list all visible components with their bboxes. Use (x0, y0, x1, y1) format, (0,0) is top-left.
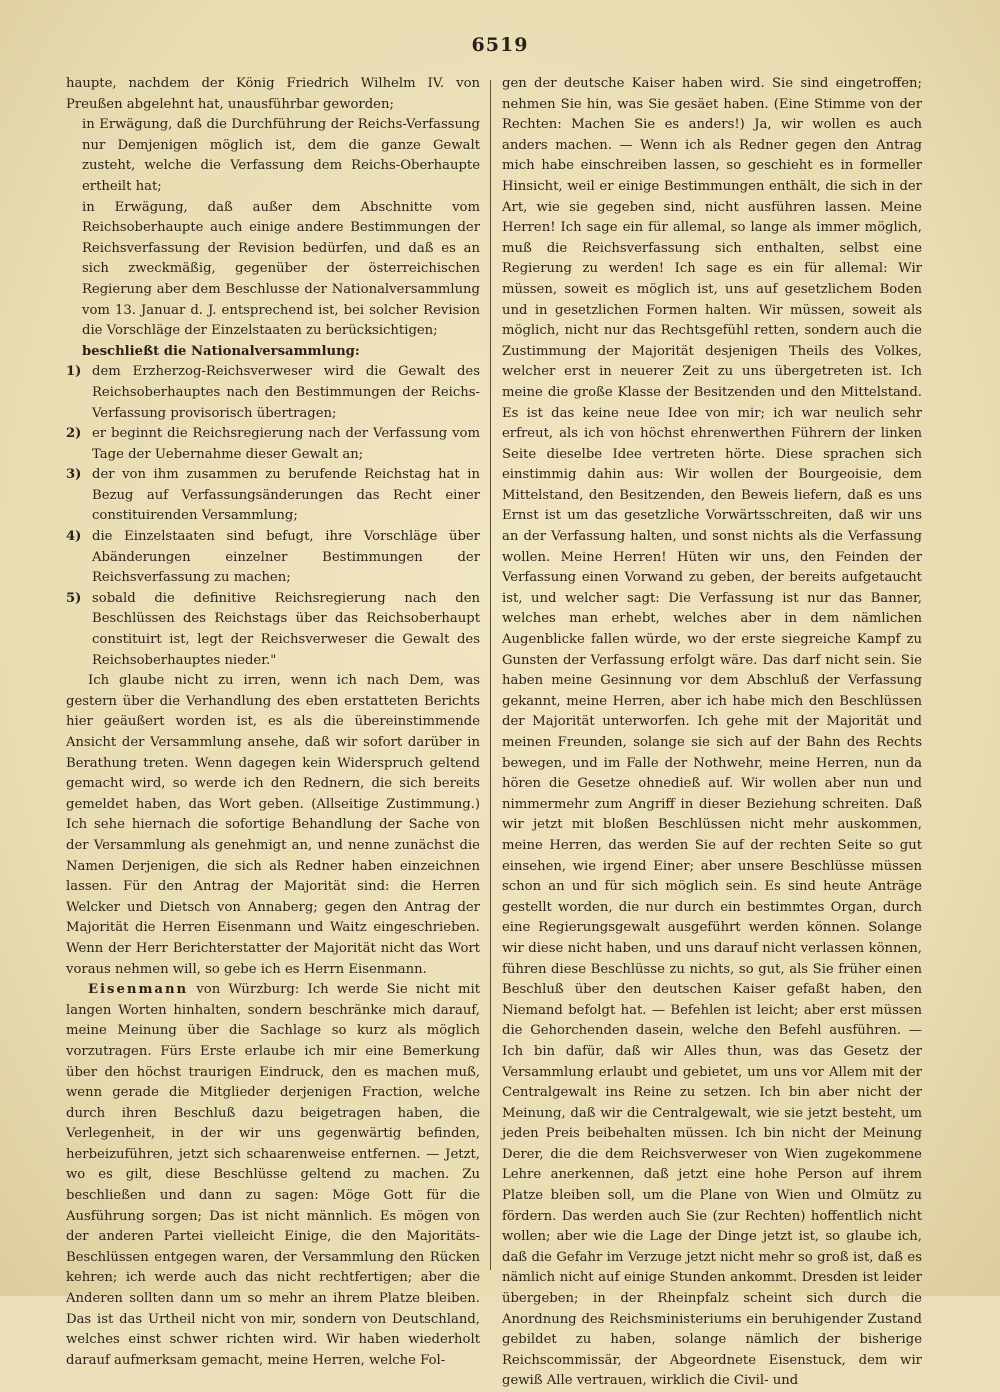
enum-item-4 (66, 527, 480, 589)
enum-text: die Einzelstaaten sind befugt, ihre Vorschläge über Abänderungen einzelner Bestimmungen der Reichsverfassung zu machen; (92, 529, 480, 586)
enum-text: er beginnt die Reichsregierung nach der Verfassung vom Tage der Uebernahme dieser Gewalt an; (92, 426, 480, 462)
enum-number: 5) (66, 590, 82, 606)
left-column (66, 74, 480, 1368)
speaker-name: Eisenmann (88, 982, 189, 998)
enum-number: 2) (66, 426, 82, 442)
enum-item-1 (66, 362, 480, 424)
speech-text: Ich werde Sie nicht mit langen Worten hinhalten, sondern beschränke mich darauf, meine Meinung über die Sachlage so kurz als möglich vorzutragen. Fürs Erste erlaube ich mir eine Bemerkung über den höchst traurigen Eindruck, den es machen muß, wenn gerade die Mitglieder derjenigen Fraction, welche durch ihren Beschluß dazu beigetragen haben, die Verlegenheit, in der wir uns gegenwärtig befinden, herbeizuführen, jetzt sich schaarenweise entfernen. — Jetzt, wo es gilt, diese Beschlüsse geltend zu machen. Zu beschließen und dann zu sagen: Möge Gott für die Ausführung sorgen; Das ist nicht männlich. Es mögen von der anderen Partei vielleicht Einige, die den Majoritäts-Beschlüssen entgegen waren, der Versammlung den Rücken kehren; ich werde auch das nicht rechtfertigen; aber die Anderen sollten dann um so mehr an ihrem Platze bleiben. Das ist das Urtheil nicht von mir, sondern von Deutschland, welches einst schwer richten wird. Wir haben wiederholt darauf aufmerksam gemacht, meine Herren, welche Fol- (66, 982, 480, 1368)
enum-text: dem Erzherzog-Reichsverweser wird die Gewalt des Reichsoberhauptes nach den Bestimmungen der Reichs-Verfassung provisorisch übertragen; (92, 364, 480, 421)
enum-item-3 (66, 465, 480, 527)
left-para-3: in Erwägung, daß außer dem Abschnitte vom Reichsoberhaupte auch einige andere Bestimmungen der Reichsverfassung der Revision bedürfen, und daß es an sich zweckmäßig, gegenüber der österreichischen Regierung aber dem Beschlusse der Nationalversammlung vom 13. Januar d. J. entsprechend ist, bei solcher Revision die Vorschläge der Einzelstaaten zu berücksichtigen; (82, 199, 480, 339)
left-para-2: in Erwägung, daß die Durchführung der Reichs-Verfassung nur Demjenigen möglich ist, dem die ganze Gewalt zusteht, welche die Verfassung dem Reichs-Oberhaupte ertheilt hat; (82, 117, 480, 194)
left-para-1: haupte, nachdem der König Friedrich Wilhelm IV. von Preußen abgelehnt hat, unausführbar geworden; (66, 76, 480, 112)
enum-number: 1) (66, 364, 82, 380)
left-para-speech (66, 980, 480, 1371)
right-para-speech: gen der deutsche Kaiser haben wird. Sie sind eingetroffen; nehmen Sie hin, was Sie gesäet haben. (Eine Stimme von der Rechten: Machen Sie es anders!) Ja, wir wollen es auch anders machen. — Wenn ich als Redner gegen den Antrag mich habe einschreiben lassen, so geschieht es in formeller Hinsicht, weil er einige Bestimmungen enthält, die sich in der Art, wie sie gegeben sind, nicht ausführen lassen. Meine Herren! Ich sage ein für allemal, so lange als immer möglich, muß die Reichsverfassung sich enthalten, selbst eine Regierung zu werden! Ich sage es ein für allemal: Wir müssen, soweit es möglich ist, uns auf gesetzlichem Boden und in gesetzlichen Formen halten. Wir müssen, soweit als möglich, nicht nur das Rechtsgefühl retten, sondern auch die Zustimmung der Majorität desjenigen Theils des Volkes, welcher erst in neuerer Zeit zu uns übergetreten ist. Ich meine die große Klasse der Besitzenden und den Mittelstand. Es ist das keine neue Idee von mir; ich war neulich sehr erfreut, als ich von höchst ehrenwerthen Führern der linken Seite dieselbe Idee vertreten hörte. Diese sprachen sich einstimmig dahin aus: Wir wollen der Bourgeoisie, dem Mittelstand, den Besitzenden, den Beweis liefern, daß es uns Ernst ist um das gesetzliche Vorwärtsschreiten, daß wir uns an der Verfassung halten, und sonst nichts als die Verfassung wollen. Meine Herren! Hüten wir uns, den Feinden der Verfassung einen Vorwand zu geben, der bereits aufgetaucht ist, und welcher sagt: Die Verfassung ist nur das Banner, welches man erhebt, welches aber in dem nämlichen Augenblicke fallen würde, wo der erste siegreiche Kampf zu Gunsten der Verfassung erfolgt wäre. Das darf nicht sein. Sie haben meine Gesinnung vor dem Abschluß der Verfassung gekannt, meine Herren, aber ich habe mich den Beschlüssen der Majorität unterworfen. Ich gehe mit der Majorität und meinen Freunden, solange sie sich auf der Bahn des Rechts bewegen, und im Falle der Nothwehr, meine Herren, nun da hören die Gesetze ohnedieß auf. Wir wollen aber nun und nimmermehr zum Angriff in dieser Beziehung schreiten. Daß wir jetzt mit bloßen Beschlüssen nicht mehr auskommen, meine Herren, das werden Sie auf der rechten Seite so gut einsehen, wie irgend Einer; aber unsere Beschlüsse müssen schon an und für sich möglich sein. Es sind heute Anträge gestellt worden, die nur durch ein bestimmtes Organ, durch eine Regierungsgewalt ausgeführt werden können. Solange wir diese nicht haben, und uns darauf nicht verlassen können, führen diese Beschlüsse zu nichts, so gut, als Sie früher einen Beschluß über den deutschen Kaiser gefaßt haben, den Niemand befolgt hat. — Befehlen ist leicht; aber erst müssen die Gehorchenden dasein, welche den Befehl ausführen. — Ich bin dafür, daß wir Alles thun, was das Gesetz der Versammlung erlaubt und gebietet, um uns vor Allem mit der Centralgewalt ins Reine zu setzen. Ich bin aber nicht der Meinung, daß wir die Centralgewalt, wie sie jetzt besteht, um jeden Preis beibehalten müssen. Ich bin nicht der Meinung Derer, die die dem Reichsverweser von Wien zugekommene Lehre anerkennen, daß jetzt eine hohe Person auf ihrem Platze bleiben soll, um die Plane von Wien und Olmütz zu fördern. Das werden auch Sie (zur Rechten) hoffentlich nicht wollen; aber wie die Lage der Dinge jetzt ist, so glaube ich, daß die Gefahr im Verzuge jetzt nicht mehr so groß ist, daß es nämlich nicht auf einige Stunden ankommt. Dresden ist leider übergeben; in der Rheinpfalz scheint sich durch die Anordnung des Reichsministeriums ein beruhigender Zustand gebildet zu haben, solange nämlich der bisherige Reichscommissär, der Abgeordnete Eisenstuck, dem wir gewiß Alle vertrauen, wirklich die Civil- und (502, 76, 922, 1389)
enum-number: 4) (66, 529, 82, 545)
enum-item-2 (66, 424, 480, 465)
enum-item-5 (66, 589, 480, 671)
enum-text: der von ihm zusammen zu berufende Reichstag hat in Bezug auf Verfassungsänderungen das Recht einer constituirenden Versammlung; (92, 467, 480, 524)
right-column (502, 74, 922, 1389)
left-para-resolution: beschließt die Nationalversammlung: (82, 343, 360, 359)
page-number: 6519 (471, 34, 529, 56)
enum-text: sobald die definitive Reichsregierung nach den Beschlüssen des Reichstags über das Reichsoberhaupt constituirt ist, legt der Reichsverweser die Gewalt des Reichsoberhauptes nieder." (92, 590, 480, 668)
speaker-place: von Würzburg: (188, 982, 300, 998)
enum-number: 3) (66, 467, 82, 483)
left-para-president: Ich glaube nicht zu irren, wenn ich nach Dem, was gestern über die Verhandlung des eben erstatteten Berichts hier geäußert worden ist, es als die übereinstimmende Ansicht der Versammlung ansehe, daß wir sofort darüber in Berathung treten. Wenn dagegen kein Widerspruch geltend gemacht wird, so werde ich den Rednern, die sich bereits gemeldet haben, das Wort geben. (Allseitige Zustimmung.) Ich sehe hiernach die sofortige Behandlung der Sache von der Versammlung als genehmigt an, und nenne zunächst die Namen Derjenigen, die sich als Redner haben einzeichnen lassen. Für den Antrag der Majorität sind: die Herren Welcker und Dietsch von Annaberg; gegen den Antrag der Majorität die Herren Eisenmann und Waitz eingeschrieben. Wenn der Herr Berichterstatter der Majorität nicht das Wort voraus nehmen will, so gebe ich es Herrn Eisenmann. (66, 673, 480, 977)
column-divider (490, 80, 491, 1270)
